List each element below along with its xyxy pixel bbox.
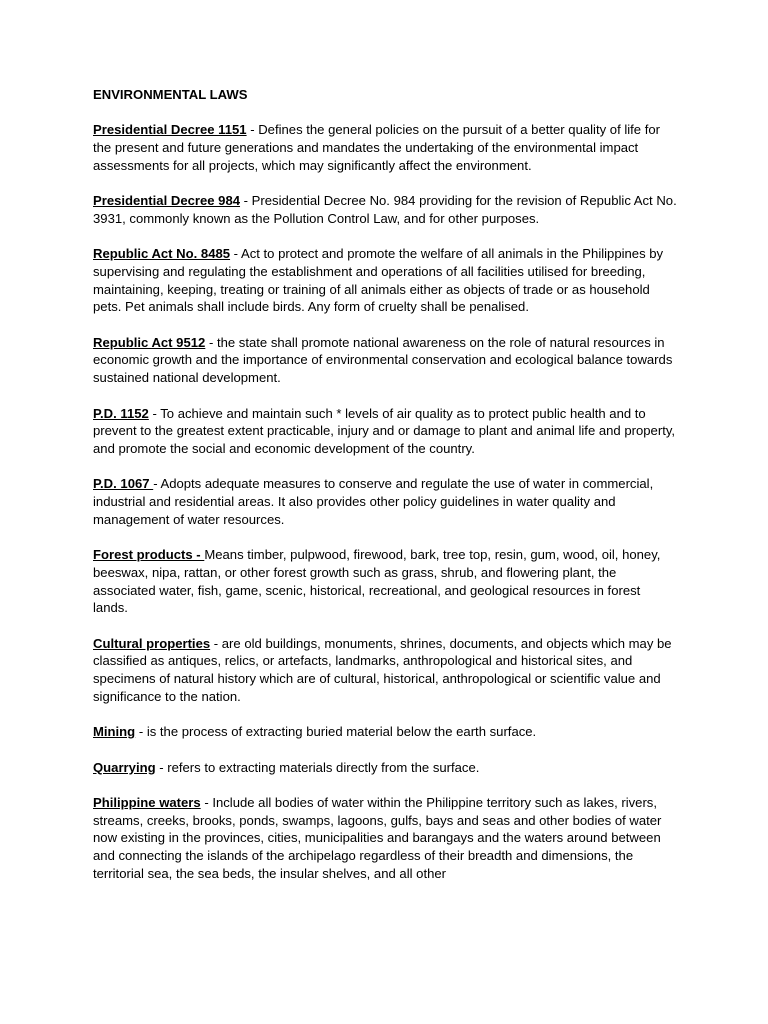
term-definition: Means timber, pulpwood, firewood, bark, tree top, resin, gum, wood, oil, honey, beeswax, nipa, rattan, or other forest growth such as grass, shrub, and flowering plant, the associated water, fish, game, scenic, historical, recreational, and geological resources in forest lands. xyxy=(93,547,661,616)
entry-ra-9512 xyxy=(93,334,678,387)
entry-pd-1152 xyxy=(93,405,678,458)
entry-mining xyxy=(93,723,678,741)
term-definition: - refers to extracting materials directly from the surface. xyxy=(155,759,480,775)
entry-quarrying xyxy=(93,759,678,777)
term-label: Philippine waters xyxy=(93,794,201,810)
term-label: Presidential Decree 984 xyxy=(93,193,241,209)
term-definition: - Presidential Decree No. 984 providing for the revision of Republic Act No. 3931, commonly known as the Pollution Control Law, and for other purposes. xyxy=(93,193,677,226)
entry-pd-1067 xyxy=(93,475,678,528)
entry-pd-984 xyxy=(93,192,678,227)
term-label: Forest products - xyxy=(93,547,205,563)
entry-philippine-waters xyxy=(93,794,678,883)
document-page xyxy=(93,86,678,900)
entry-pd-1151 xyxy=(93,121,678,174)
entry-ra-8485 xyxy=(93,245,678,316)
entry-cultural-properties xyxy=(93,635,678,706)
term-definition: - the state shall promote national awareness on the role of natural resources in economic growth and the importance of environmental conservation and ecological balance towards sustained national development. xyxy=(93,334,673,386)
term-label: P.D. 1152 xyxy=(93,405,149,421)
term-label: Republic Act No. 8485 xyxy=(93,246,231,262)
term-label: Presidential Decree 1151 xyxy=(93,122,247,138)
term-label: Cultural properties xyxy=(93,635,211,651)
term-label: P.D. 1067 xyxy=(93,476,154,492)
term-label: Mining xyxy=(93,724,136,740)
term-label: Republic Act 9512 xyxy=(93,334,206,350)
term-definition: - are old buildings, monuments, shrines, documents, and objects which may be classified as antiques, relics, or artefacts, landmarks, anthropological and historical sites, and specimens of natural history which are of cultural, historical, anthropological or scientific value and significance to the nation. xyxy=(93,635,672,704)
document-title: ENVIRONMENTAL LAWS xyxy=(93,87,248,102)
entry-forest-products xyxy=(93,546,678,617)
term-definition: - Act to protect and promote the welfare of all animals in the Philippines by supervising and regulating the establishment and operations of all facilities utilised for breeding, maintaining, keeping, treating or training of all animals either as objects of trade or as household pets. Pet animals shall include birds. Any form of cruelty shall be penalised. xyxy=(93,246,664,315)
term-definition: - To achieve and maintain such * levels of air quality as to protect public health and to prevent to the greatest extent practicable, injury and or damage to plant and animal life and property, and promote the social and economic development of the country. xyxy=(93,405,676,456)
term-label: Quarrying xyxy=(93,759,156,775)
term-definition: - Defines the general policies on the pursuit of a better quality of life for the present and future generations and mandates the undertaking of the environmental impact assessments for all projects, which may significantly affect the environment. xyxy=(93,122,661,173)
term-definition: - is the process of extracting buried material below the earth surface. xyxy=(135,724,537,740)
term-definition: - Include all bodies of water within the Philippine territory such as lakes, rivers, streams, creeks, brooks, ponds, swamps, lagoons, gulfs, bays and seas and other bodies of water now existing in the provinces, cities, municipalities and barangays and the waters around between and connecting the islands of the archipelago regardless of their breadth and dimensions, the territorial sea, the sea beds, the insular shelves, and all other xyxy=(93,794,662,881)
term-definition: - Adopts adequate measures to conserve and regulate the use of water in commercial, industrial and residential areas. It also provides other policy guidelines in water quality and management of water resources. xyxy=(93,476,654,527)
